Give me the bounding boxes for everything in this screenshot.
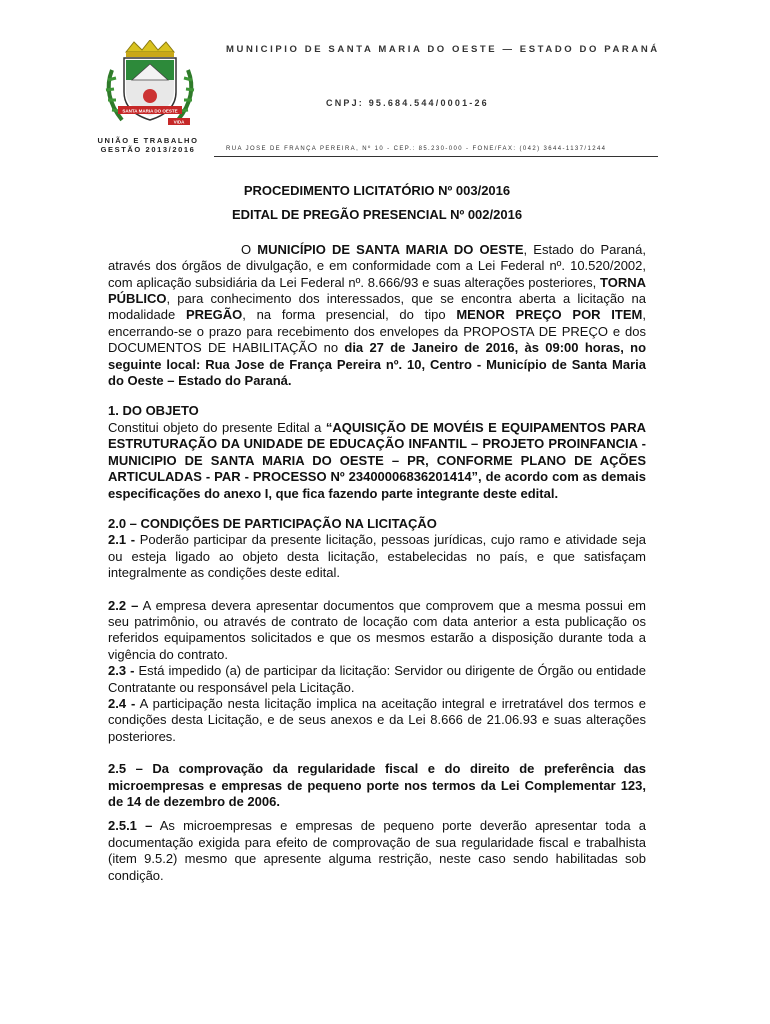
section-1-text: Constitui objeto do presente Edital a (108, 419, 326, 435)
item-text: A participação nesta licitação implica na aceitação integral e irretratável dos termos e condições desta Licitação, e de seus anexos e da Lei 8.666 de 21.06.93 e suas alterações posteriores. (108, 695, 646, 744)
intro-text: O (241, 241, 258, 257)
intro-paragraph (108, 242, 646, 390)
intro-bold: dia 27 de Janeiro de 2016, às 09:00 horas, no seguinte local: Rua Jose de França Pereira nº. 10, Centro - Município de Santa Maria do Oeste – Estado do Paraná. (108, 340, 647, 389)
intro-bold: PREGÃO (185, 307, 243, 323)
section-1-paragraph (108, 420, 646, 502)
document-subtitle: EDITAL DE PREGÃO PRESENCIAL Nº 002/2016 (231, 207, 523, 223)
item-text: As microempresas e empresas de pequeno porte deverão apresentar toda a documentação exigida para efeito de comprovação de sua regularidade fiscal e trabalhista (item 9.5.2) mesmo que apresente alguma restrição, neste caso sendo habilitadas sob condição. (108, 818, 646, 883)
item-text: Está impedido (a) de participar da licitação: Servidor ou dirigente de Órgão ou entidade Contratante ou responsável pela Licitação. (108, 663, 646, 695)
intro-text: , Estado do Paraná, através dos órgãos de divulgação, e em conformidade com a Lei Federal nº. 10.520/2002, com aplicação subsidiária da Lei Federal nº. 8.666/93 e suas alterações posteriores, (108, 241, 646, 290)
item-number: 2.5.1 – (108, 818, 153, 834)
intro-bold: MENOR PREÇO POR ITEM (456, 307, 643, 323)
document-body (108, 183, 646, 884)
item-number: 2.2 – (108, 597, 139, 613)
intro-text: , para conhecimento dos interessados, que se encontra aberta a licitação na modalidade (108, 291, 646, 323)
header-divider (214, 156, 658, 157)
item-2-5-heading: 2.5 – Da comprovação da regularidade fiscal e do direito de preferência das microempresas e empresas de pequeno porte nos termos da Lei Complementar 123, de 14 de dezembro de 2006. (108, 761, 646, 809)
item-number: 2.4 - (108, 695, 136, 711)
intro-bold: MUNICÍPIO DE SANTA MARIA DO OESTE (257, 241, 524, 257)
intro-text: , encerrando-se o prazo para recebimento dos envelopes da PROPOSTA DE PREÇO e dos DOCUMENTOS DE HABILITAÇÃO no (108, 307, 646, 356)
intro-text: , na forma presencial, do tipo (242, 307, 457, 323)
item-2-4 (108, 696, 646, 745)
section-1-heading: 1. DO OBJETO (108, 403, 199, 419)
logo-ribbon-text: VIDA (173, 119, 185, 125)
motto (88, 136, 208, 154)
item-number: 2.3 - (108, 663, 135, 679)
cnpj: CNPJ: 95.684.544/0001-26 (326, 98, 489, 108)
letterhead (0, 0, 770, 160)
item-2-3 (108, 663, 646, 696)
section-2-heading: 2.0 – CONDIÇÕES DE PARTICIPAÇÃO NA LICITAÇÃO (108, 515, 437, 531)
item-2-5-1 (108, 818, 646, 884)
item-2-1 (108, 532, 646, 581)
intro-bold: TORNA PÚBLICO (108, 274, 646, 307)
section-1-bold: “AQUISIÇÃO DE MOVÉIS E EQUIPAMENTOS PARA ESTRUTURAÇÃO DA UNIDADE DE EDUCAÇÃO INFANTIL – PROJETO PROINFANCIA - MUNICIPIO DE SANTA MARIA DO OESTE – PR, CONFORME PLANO DE AÇÕES ARTICULADAS - PAR - PROCESSO Nº 23400006836201414”, de acordo com as demais especificações do anexo I, que fica fazendo parte integrante deste edital. (108, 419, 646, 501)
item-text: Poderão participar da presente licitação, pessoas jurídicas, cujo ramo e atividade seja ou esteja ligado ao objeto desta licitação, estabelecidas no país, e que satisfaçam integralmente as condições deste edital. (108, 532, 647, 581)
item-2-2 (108, 598, 646, 664)
motto-line-2: GESTÃO 2013/2016 (100, 145, 196, 154)
address-line: RUA JOSE DE FRANÇA PEREIRA, Nº 10 - CEP.: 85.230-000 - FONE/FAX: (042) 3644-1137/1244 (226, 146, 607, 152)
item-text: A empresa devera apresentar documentos que comprovem que a mesma possui em seu patrimônio, ou através de contrato de locação com data anterior a esta publicação os referidos equipamentos solicitados e que os mesmos estarão a disposição durante toda a vigência do contrato. (108, 597, 646, 662)
item-number: 2.1 - (108, 532, 136, 548)
municipality-name: MUNICIPIO DE SANTA MARIA DO OESTE — ESTADO DO PARANÁ (226, 44, 660, 55)
logo-text-overlay (96, 40, 204, 132)
document-title: PROCEDIMENTO LICITATÓRIO Nº 003/2016 (243, 183, 511, 198)
logo-banner-text: SANTA MARIA DO OESTE (122, 108, 178, 114)
motto-line-1: UNIÃO E TRABALHO (97, 136, 199, 145)
